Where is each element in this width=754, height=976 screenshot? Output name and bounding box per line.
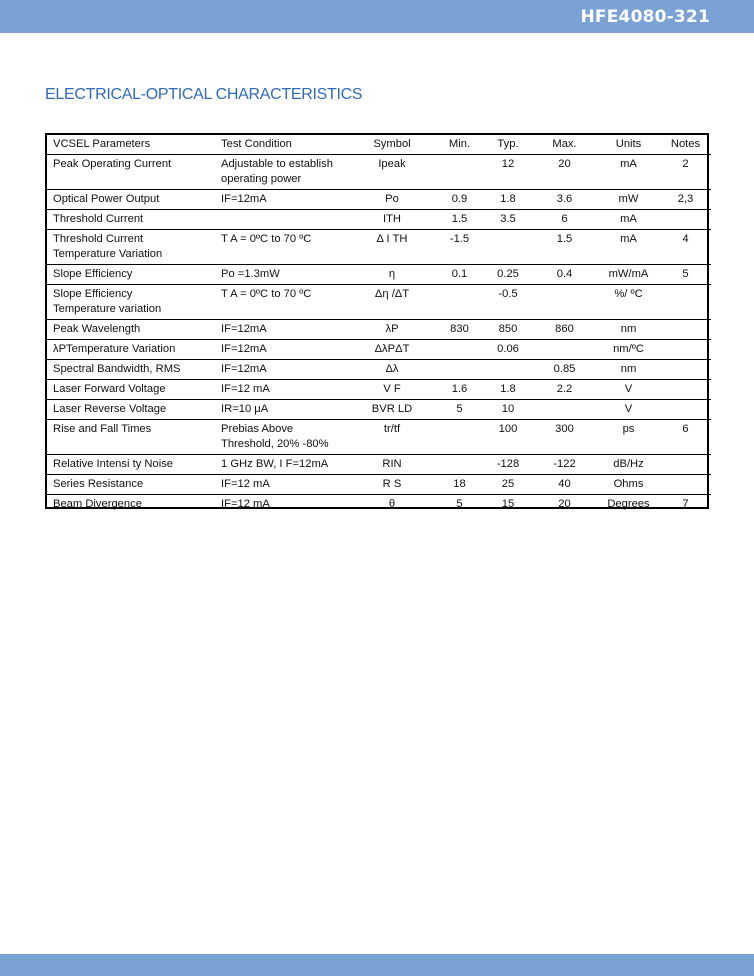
min-cell: 5 bbox=[435, 400, 484, 420]
parameter-cell: Threshold Current Temperature Variation bbox=[47, 230, 215, 265]
units-cell: V bbox=[597, 400, 660, 420]
units-cell: nm bbox=[597, 360, 660, 380]
units-cell: nm bbox=[597, 320, 660, 340]
min-cell bbox=[435, 285, 484, 320]
symbol-cell: ΔλPΔT bbox=[349, 340, 435, 360]
symbol-cell: λP bbox=[349, 320, 435, 340]
table-row bbox=[47, 210, 711, 230]
units-cell: Degrees bbox=[607, 498, 650, 510]
parameter-cell: Threshold Current bbox=[47, 210, 215, 230]
min-cell: 0.9 bbox=[435, 190, 484, 210]
table-row bbox=[47, 340, 711, 360]
parameter-cell: Optical Power Output bbox=[47, 190, 215, 210]
typ-cell: 0.25 bbox=[484, 265, 532, 285]
min-cell bbox=[435, 360, 484, 380]
table-row bbox=[47, 380, 711, 400]
symbol-cell: η bbox=[349, 265, 435, 285]
max-cell: 6 bbox=[532, 210, 597, 230]
column-header: Max. bbox=[532, 135, 597, 155]
notes-cell bbox=[660, 360, 711, 380]
condition-cell: T A = 0ºC to 70 ºC bbox=[215, 230, 349, 265]
symbol-cell: Po bbox=[349, 190, 435, 210]
notes-cell bbox=[660, 475, 711, 495]
max-cell: 300 bbox=[532, 420, 597, 455]
column-header: Test Condition bbox=[215, 135, 349, 155]
typ-cell: 100 bbox=[484, 420, 532, 455]
column-header: Notes bbox=[660, 135, 711, 155]
units-cell: dB/Hz bbox=[597, 455, 660, 475]
typ-cell: 15 bbox=[501, 498, 515, 510]
condition-cell: Adjustable to establish operating power bbox=[215, 155, 349, 190]
parameter-cell: Slope Efficiency bbox=[47, 265, 215, 285]
symbol-cell: R S bbox=[349, 475, 435, 495]
symbol-cell: Δλ bbox=[349, 360, 435, 380]
min-cell bbox=[435, 420, 484, 455]
column-header: Units bbox=[597, 135, 660, 155]
condition-cell: IF=12 mA bbox=[221, 498, 270, 510]
notes-cell: 5 bbox=[660, 265, 711, 285]
units-cell: mW/mA bbox=[597, 265, 660, 285]
table-row bbox=[47, 230, 711, 265]
max-cell: 20 bbox=[558, 498, 571, 510]
symbol-cell: RIN bbox=[349, 455, 435, 475]
units-cell: mW bbox=[597, 190, 660, 210]
typ-cell: 0.06 bbox=[484, 340, 532, 360]
symbol-cell: Δ I TH bbox=[349, 230, 435, 265]
max-cell: 0.85 bbox=[532, 360, 597, 380]
units-cell: V bbox=[597, 380, 660, 400]
parameter-cell: Spectral Bandwidth, RMS bbox=[47, 360, 215, 380]
max-cell bbox=[532, 340, 597, 360]
units-cell: mA bbox=[597, 155, 660, 190]
symbol-cell: Δη /ΔT bbox=[349, 285, 435, 320]
max-cell: 40 bbox=[532, 475, 597, 495]
notes-cell: 7 bbox=[682, 498, 689, 510]
typ-cell: 1.8 bbox=[484, 380, 532, 400]
typ-cell bbox=[484, 360, 532, 380]
parameter-cell: Slope Efficiency Temperature variation bbox=[47, 285, 215, 320]
condition-cell: IF=12mA bbox=[215, 360, 349, 380]
table-row bbox=[47, 320, 711, 340]
units-cell: nm/ºC bbox=[597, 340, 660, 360]
units-cell: ps bbox=[597, 420, 660, 455]
parameter-cell: Laser Reverse Voltage bbox=[47, 400, 215, 420]
max-cell: 1.5 bbox=[532, 230, 597, 265]
parameter-cell: λPTemperature Variation bbox=[47, 340, 215, 360]
notes-cell bbox=[660, 380, 711, 400]
part-number: HFE4080-321 bbox=[580, 7, 710, 27]
condition-cell: IF=12 mA bbox=[215, 380, 349, 400]
typ-cell: 25 bbox=[484, 475, 532, 495]
max-cell: 0.4 bbox=[532, 265, 597, 285]
parameter-cell: Peak Wavelength bbox=[47, 320, 215, 340]
symbol-cell: ITH bbox=[349, 210, 435, 230]
min-cell bbox=[435, 455, 484, 475]
max-cell bbox=[532, 285, 597, 320]
notes-cell bbox=[660, 340, 711, 360]
parameter-cell: Laser Forward Voltage bbox=[47, 380, 215, 400]
condition-cell: 1 GHz BW, I F=12mA bbox=[215, 455, 349, 475]
symbol-cell: BVR LD bbox=[349, 400, 435, 420]
footer-bar bbox=[0, 954, 754, 976]
notes-cell: 4 bbox=[660, 230, 711, 265]
min-cell: -1.5 bbox=[435, 230, 484, 265]
typ-cell: 3.5 bbox=[484, 210, 532, 230]
typ-cell: 10 bbox=[484, 400, 532, 420]
table-header-row bbox=[47, 135, 711, 155]
symbol-cell: Ipeak bbox=[349, 155, 435, 190]
condition-cell bbox=[215, 210, 349, 230]
header-bar bbox=[0, 0, 754, 33]
symbol-cell: V F bbox=[349, 380, 435, 400]
typ-cell: 1.8 bbox=[484, 190, 532, 210]
min-cell: 0.1 bbox=[435, 265, 484, 285]
table-row bbox=[47, 360, 711, 380]
column-header: VCSEL Parameters bbox=[47, 135, 215, 155]
condition-cell: IF=12mA bbox=[215, 190, 349, 210]
max-cell: 20 bbox=[532, 155, 597, 190]
table-row bbox=[47, 495, 711, 515]
parameter-cell: Peak Operating Current bbox=[47, 155, 215, 190]
typ-cell bbox=[484, 230, 532, 265]
notes-cell: 2,3 bbox=[660, 190, 711, 210]
min-cell: 1.5 bbox=[435, 210, 484, 230]
characteristics-table bbox=[47, 135, 711, 514]
max-cell: -122 bbox=[532, 455, 597, 475]
min-cell: 830 bbox=[435, 320, 484, 340]
typ-cell: 12 bbox=[484, 155, 532, 190]
typ-cell: -128 bbox=[484, 455, 532, 475]
typ-cell: 850 bbox=[484, 320, 532, 340]
parameter-cell: Beam Divergence bbox=[53, 498, 142, 510]
notes-cell bbox=[660, 455, 711, 475]
min-cell: 18 bbox=[435, 475, 484, 495]
min-cell: 1.6 bbox=[435, 380, 484, 400]
parameter-cell: Relative Intensi ty Noise bbox=[47, 455, 215, 475]
table-row bbox=[47, 155, 711, 190]
condition-cell: IF=12mA bbox=[215, 340, 349, 360]
column-header: Min. bbox=[435, 135, 484, 155]
table-row bbox=[47, 455, 711, 475]
table-row bbox=[47, 265, 711, 285]
parameter-cell: Series Resistance bbox=[47, 475, 215, 495]
notes-cell bbox=[660, 400, 711, 420]
table-row bbox=[47, 285, 711, 320]
table-row bbox=[47, 190, 711, 210]
notes-cell bbox=[660, 285, 711, 320]
table-body bbox=[47, 155, 711, 515]
max-cell: 2.2 bbox=[532, 380, 597, 400]
symbol-cell: tr/tf bbox=[349, 420, 435, 455]
notes-cell bbox=[660, 320, 711, 340]
units-cell: mA bbox=[597, 230, 660, 265]
column-header: Symbol bbox=[349, 135, 435, 155]
max-cell: 860 bbox=[532, 320, 597, 340]
min-cell bbox=[435, 155, 484, 190]
condition-cell: Prebias Above Threshold, 20% -80% bbox=[215, 420, 349, 455]
min-cell bbox=[435, 340, 484, 360]
condition-cell: IF=12 mA bbox=[215, 475, 349, 495]
characteristics-table-frame bbox=[45, 133, 709, 509]
condition-cell: IF=12mA bbox=[215, 320, 349, 340]
max-cell: 3.6 bbox=[532, 190, 597, 210]
typ-cell: -0.5 bbox=[484, 285, 532, 320]
column-header: Typ. bbox=[484, 135, 532, 155]
units-cell: %/ ºC bbox=[597, 285, 660, 320]
units-cell: Ohms bbox=[597, 475, 660, 495]
table-row bbox=[47, 475, 711, 495]
min-cell: 5 bbox=[456, 498, 463, 510]
notes-cell bbox=[660, 210, 711, 230]
units-cell: mA bbox=[597, 210, 660, 230]
notes-cell: 2 bbox=[660, 155, 711, 190]
parameter-cell: Rise and Fall Times bbox=[47, 420, 215, 455]
condition-cell: Po =1.3mW bbox=[215, 265, 349, 285]
symbol-cell: θ bbox=[388, 498, 396, 510]
notes-cell: 6 bbox=[660, 420, 711, 455]
max-cell bbox=[532, 400, 597, 420]
condition-cell: T A = 0ºC to 70 ºC bbox=[215, 285, 349, 320]
section-title: ELECTRICAL-OPTICAL CHARACTERISTICS bbox=[45, 86, 363, 103]
condition-cell: IR=10 μA bbox=[215, 400, 349, 420]
table-row bbox=[47, 400, 711, 420]
table-row bbox=[47, 420, 711, 455]
